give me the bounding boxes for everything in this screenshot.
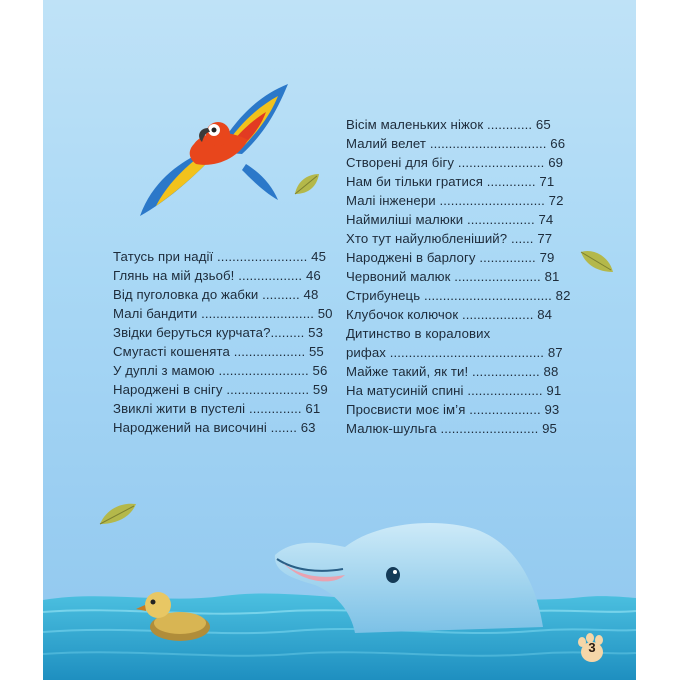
toc-entry-page: 53	[304, 325, 324, 340]
toc-entry-page: 63	[296, 420, 316, 435]
toc-entry-title: Нам би тільки гратися	[346, 174, 487, 189]
toc-entry-page: 77	[533, 231, 553, 246]
toc-entry-page: 81	[540, 269, 560, 284]
toc-dot-leader: ..............................	[201, 306, 314, 321]
toc-entry-page: 46	[302, 268, 321, 283]
toc-entry-page: 50	[313, 306, 333, 321]
toc-dot-leader: ....................	[467, 383, 543, 398]
toc-entry-title: У дуплі з мамою	[113, 363, 219, 378]
toc-entry-page: 93	[540, 402, 560, 417]
toc-entry-title: Глянь на мій дзьоб!	[113, 268, 239, 283]
toc-entry-title: Малі бандити	[113, 306, 202, 321]
toc-dot-leader: ..................	[472, 364, 540, 379]
toc-entry-title: Клубочок колючок	[346, 307, 462, 322]
toc-entry-title: Смугасті кошенята	[113, 344, 234, 359]
leaf-icon	[293, 172, 321, 196]
toc-entry[interactable]	[346, 230, 552, 248]
toc-dot-leader: ..................................	[423, 288, 552, 303]
toc-dot-leader: ..........	[262, 287, 300, 302]
toc-dot-leader: ..............	[248, 401, 302, 416]
toc-dot-leader: .......................	[457, 155, 545, 170]
toc-entry[interactable]	[346, 173, 554, 191]
toc-entry[interactable]	[346, 363, 558, 381]
toc-entry[interactable]	[346, 268, 559, 286]
toc-dot-leader: ...................	[461, 307, 534, 322]
toc-dot-leader: ............................	[439, 193, 545, 208]
toc-entry-title: Майже такий, як ти!	[346, 364, 473, 379]
toc-entry-page: 66	[546, 136, 566, 151]
page-number: 3	[588, 640, 596, 655]
book-page	[43, 0, 636, 680]
toc-entry-page: 55	[305, 344, 324, 359]
toc-entry-page: 79	[535, 250, 555, 265]
toc-entry-title: Звідки беруться курчата?	[113, 325, 271, 340]
toc-entry-page: 56	[308, 363, 328, 378]
duckling-illustration	[136, 585, 216, 645]
toc-entry[interactable]	[346, 192, 564, 210]
toc-dot-leader: ...................	[469, 402, 541, 417]
toc-entry-title: Просвисти моє ім’я	[346, 402, 470, 417]
toc-dot-leader: ...................	[233, 344, 306, 359]
toc-entry[interactable]	[346, 306, 552, 324]
toc-entry[interactable]	[346, 420, 557, 438]
toc-entry-title: Дитинство в коралових	[346, 326, 491, 341]
toc-entry-page: 72	[544, 193, 564, 208]
toc-entry-page: 71	[535, 174, 555, 189]
toc-entry-page: 61	[301, 401, 321, 416]
toc-entry-page: 87	[544, 345, 563, 360]
toc-entry[interactable]	[346, 211, 553, 229]
toc-entry-title: Стрибунець	[346, 288, 424, 303]
toc-entry[interactable]	[346, 382, 561, 400]
toc-entry[interactable]	[346, 287, 571, 305]
toc-entry[interactable]	[346, 401, 559, 419]
toc-entry-title: Малий велет	[346, 136, 430, 151]
toc-dot-leader: .........	[270, 325, 305, 340]
leaf-icon	[98, 500, 138, 526]
toc-entry-page: 74	[534, 212, 554, 227]
toc-entry[interactable]	[346, 344, 563, 362]
toc-entry-page: 45	[307, 249, 327, 264]
toc-entry-title: Від пуголовка до жабки	[113, 287, 263, 302]
toc-entry[interactable]	[113, 381, 328, 399]
toc-entry-title: Малюк-шульга	[346, 421, 441, 436]
toc-entry-title: Звиклі жити в пустелі	[113, 401, 249, 416]
toc-entry-title: На матусиній спині	[346, 383, 468, 398]
toc-dot-leader: .............	[486, 174, 536, 189]
toc-entry-title: Хто тут найулюбленіший?	[346, 231, 511, 246]
toc-entry-page: 84	[533, 307, 553, 322]
toc-entry[interactable]	[346, 325, 490, 343]
toc-entry[interactable]	[113, 400, 320, 418]
toc-entry-title: Малі інженери	[346, 193, 440, 208]
toc-dot-leader: ......	[510, 231, 534, 246]
toc-entry[interactable]	[346, 154, 563, 172]
parrot-illustration	[138, 82, 298, 222]
toc-entry-page: 69	[544, 155, 564, 170]
toc-entry[interactable]	[113, 324, 323, 342]
toc-entry-page: 59	[309, 382, 328, 397]
toc-entry[interactable]	[113, 419, 316, 437]
toc-entry-title: рифах	[346, 345, 390, 360]
toc-entry[interactable]	[113, 248, 326, 266]
toc-dot-leader: .......	[270, 420, 297, 435]
toc-entry-page: 48	[299, 287, 319, 302]
leaf-icon	[579, 248, 615, 274]
toc-entry[interactable]	[113, 362, 327, 380]
dolphin-illustration	[265, 515, 565, 645]
toc-entry-title: Вісім маленьких ніжок	[346, 117, 487, 132]
toc-dot-leader: ......................	[226, 382, 310, 397]
toc-entry-title: Народжені в барлогу	[346, 250, 480, 265]
toc-dot-leader: ........................	[217, 249, 308, 264]
toc-dot-leader: .........................................	[389, 345, 545, 360]
toc-entry-title: Червоний малюк	[346, 269, 455, 284]
toc-entry-page: 82	[551, 288, 571, 303]
toc-entry-page: 91	[542, 383, 562, 398]
toc-entry[interactable]	[113, 305, 333, 323]
toc-dot-leader: ...............	[479, 250, 536, 265]
toc-entry-title: Створені для бігу	[346, 155, 458, 170]
toc-dot-leader: ...............................	[429, 136, 547, 151]
toc-entry[interactable]	[346, 116, 551, 134]
toc-entry[interactable]	[113, 286, 318, 304]
toc-entry-page: 88	[539, 364, 559, 379]
toc-entry[interactable]	[113, 267, 321, 285]
toc-dot-leader: ..................	[466, 212, 535, 227]
toc-dot-leader: ............	[486, 117, 533, 132]
toc-dot-leader: ..........................	[440, 421, 539, 436]
toc-entry-page: 95	[538, 421, 557, 436]
toc-entry-title: Народжені в снігу	[113, 382, 227, 397]
toc-entry[interactable]	[113, 343, 324, 361]
toc-dot-leader: ........................	[218, 363, 309, 378]
toc-entry[interactable]	[346, 249, 554, 267]
toc-entry-title: Татусь при надії	[113, 249, 218, 264]
toc-entry-page: 65	[532, 117, 551, 132]
toc-dot-leader: .................	[238, 268, 303, 283]
toc-dot-leader: .......................	[454, 269, 541, 284]
toc-entry-title: Народжений на височині	[113, 420, 271, 435]
toc-entry-title: Наймиліші малюки	[346, 212, 467, 227]
toc-entry[interactable]	[346, 135, 565, 153]
